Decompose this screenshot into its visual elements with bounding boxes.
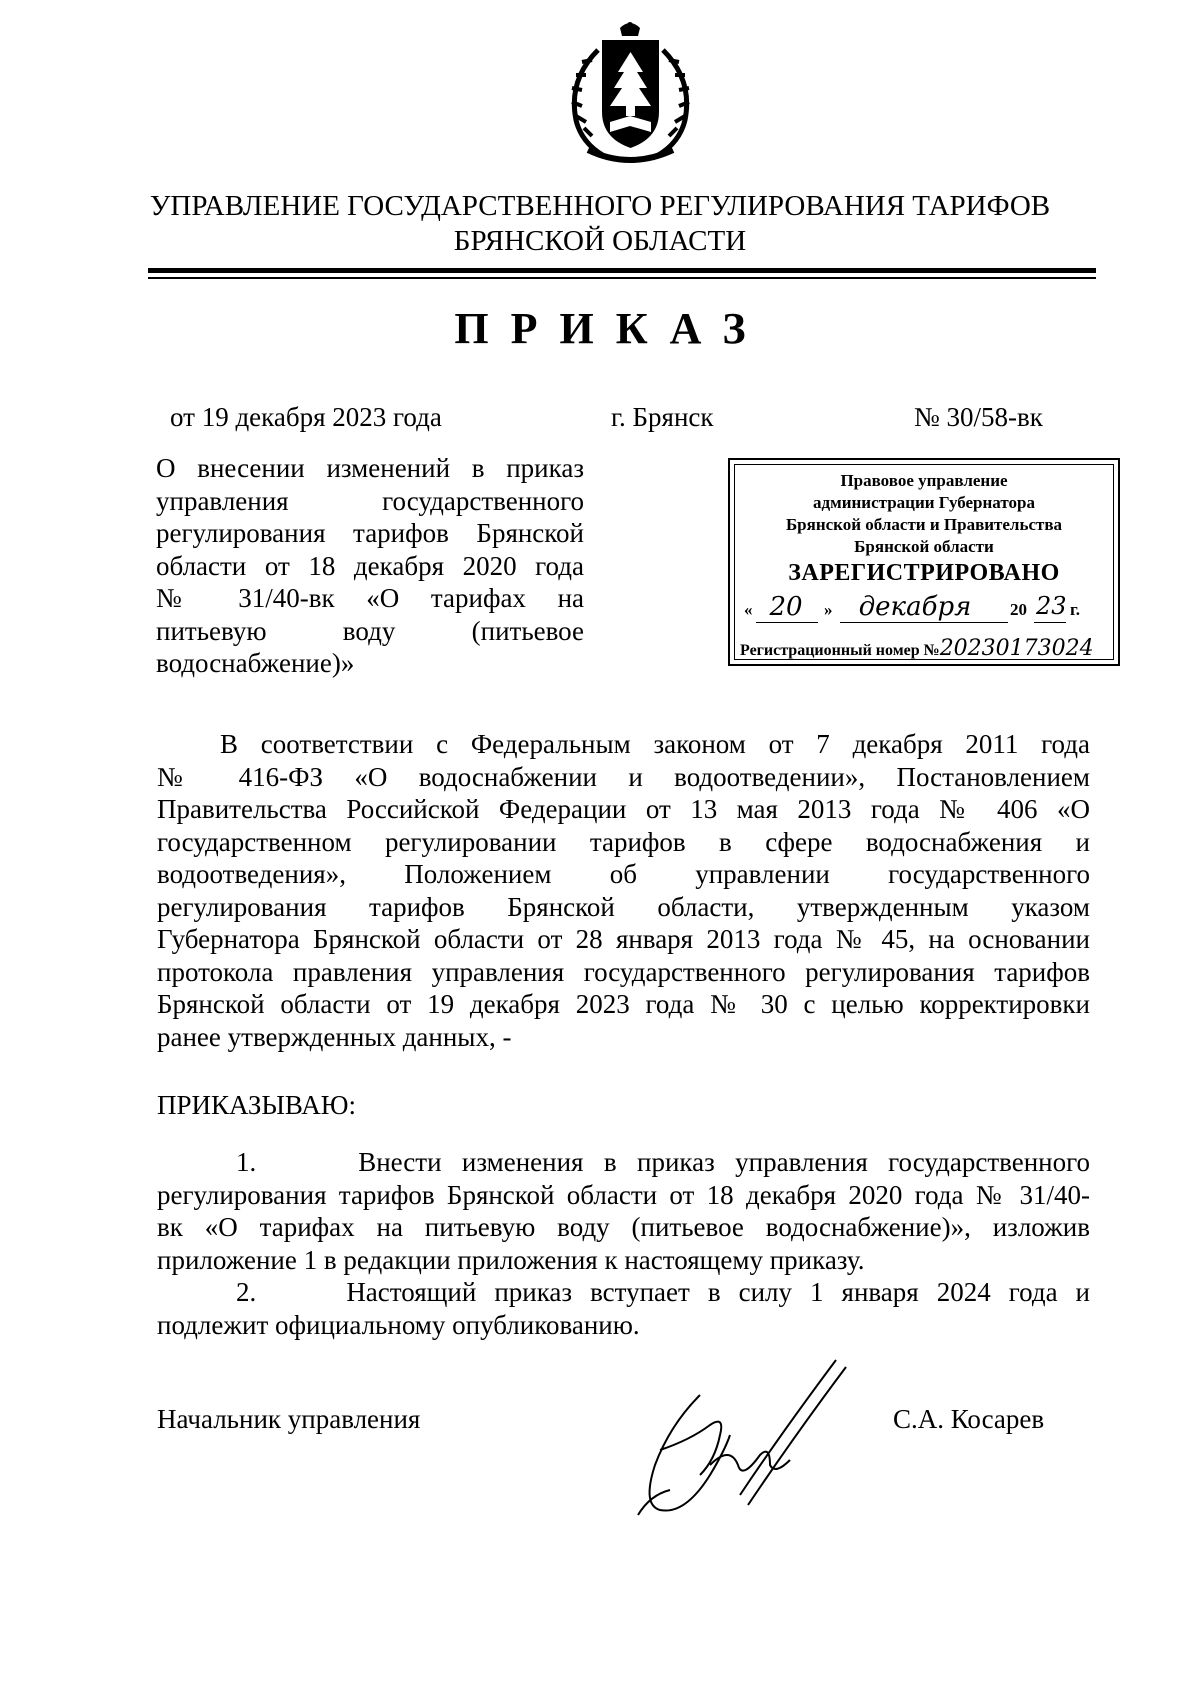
stamp-org-line: Правовое управление (840, 471, 1008, 490)
preamble-line: регулирования тарифов Брянской области, утвержденным указом (157, 891, 1090, 922)
item-text: Внести изменения в приказ управления государственного (358, 1147, 1091, 1177)
org-line-2: БРЯНСКОЙ ОБЛАСТИ (453, 225, 747, 257)
header-rule-thin (148, 277, 1096, 279)
quote-close: » (824, 600, 833, 619)
header-rule-thick (148, 268, 1096, 273)
order-subject (156, 452, 584, 680)
preamble-line: Губернатора Брянской области от 28 января 2013 года № 45, на основании (157, 924, 1090, 954)
stamp-month: декабря (858, 592, 972, 622)
order-city: г. Брянск (611, 402, 714, 432)
item-line: подлежит официальному опубликованию. (157, 1309, 640, 1340)
stamp-registered-label: ЗАРЕГИСТРИРОВАНО (788, 560, 1060, 586)
subject-line: О внесении изменений в приказ (156, 453, 584, 483)
registration-stamp (728, 458, 1120, 666)
preamble-line: ранее утвержденных данных, - (157, 1021, 512, 1052)
item-line (157, 1146, 1090, 1179)
item-line: приложение 1 в редакции приложения к настоящему приказу. (157, 1244, 865, 1275)
subject-line: регулирования тарифов Брянской (156, 518, 584, 548)
order-word: ПРИКАЗЫВАЮ: (157, 1090, 356, 1120)
org-line-1: УПРАВЛЕНИЕ ГОСУДАРСТВЕННОГО РЕГУЛИРОВАНИЯ ТАРИФОВ (149, 190, 1051, 222)
coat-of-arms-emblem (558, 20, 703, 170)
stamp-reg-number: 20230173024 (939, 636, 1094, 661)
stamp-org-line: Брянской области и Правительства (785, 515, 1063, 534)
stamp-registration-number-row (740, 636, 1108, 661)
subject-line: питьевую воду (питьевое (156, 615, 584, 646)
document-title: ПРИКАЗ (454, 304, 768, 353)
order-date: от 19 декабря 2023 года (170, 402, 442, 432)
item-number: 1. (236, 1147, 257, 1177)
stamp-year-suffix: 23 (1036, 592, 1067, 620)
preamble-line: Правительства Российской Федерации от 13 мая 2013 года № 406 «О (157, 794, 1090, 824)
stamp-year-underline (1034, 622, 1066, 623)
stamp-reg-label: Регистрационный номер № (740, 642, 940, 659)
preamble-line: № 416-ФЗ «О водоснабжении и водоотведении», Постановлением (157, 761, 1090, 792)
subject-line: водоснабжение)» (156, 648, 355, 678)
item-text: Настоящий приказ вступает в силу 1 января 2024 года и (346, 1277, 1091, 1307)
subject-line: области от 18 декабря 2020 года (156, 550, 584, 581)
quote-open: « (744, 600, 753, 619)
handwritten-signature (630, 1355, 860, 1535)
preamble-line: Брянской области от 19 декабря 2023 года № 30 с целью корректировки (157, 989, 1090, 1019)
item-line (157, 1276, 1090, 1309)
subject-line: управления государственного (156, 485, 584, 516)
stamp-org-line: администрации Губернатора (813, 493, 1035, 512)
preamble-line: протокола правления управления государственного регулирования тарифов (157, 956, 1090, 987)
stamp-organization (730, 470, 1118, 558)
item-number: 2. (236, 1277, 257, 1307)
item-line: вк «О тарифах на питьевую воду (питьевое водоснабжение)», изложив (157, 1212, 1090, 1242)
preamble-line: В соответствии с Федеральным законом от 7 декабря 2011 года (220, 729, 1090, 759)
stamp-year-g: г. (1070, 600, 1081, 619)
signatory-name: С.А. Косарев (893, 1404, 1045, 1434)
preamble-line: водоотведения», Положением об управлении государственного (157, 859, 1090, 889)
order-item-1 (157, 1146, 1090, 1276)
preamble-paragraph (157, 728, 1090, 1053)
stamp-month-underline (840, 622, 1008, 623)
organization-name (100, 189, 1100, 259)
stamp-date-row (740, 592, 1108, 628)
stamp-year-prefix: 20 (1010, 600, 1027, 619)
order-item-2 (157, 1276, 1090, 1341)
order-number: № 30/58-вк (914, 402, 1043, 432)
preamble-line: государственном регулировании тарифов в сфере водоснабжения и (157, 826, 1090, 857)
stamp-org-line: Брянской области (854, 537, 994, 556)
signatory-position: Начальник управления (157, 1404, 421, 1434)
item-line: регулирования тарифов Брянской области от 18 декабря 2020 года № 31/40- (157, 1179, 1090, 1210)
stamp-day: 20 (769, 592, 803, 622)
stamp-day-underline (756, 622, 818, 623)
subject-line: № 31/40-вк «О тарифах на (156, 583, 584, 613)
